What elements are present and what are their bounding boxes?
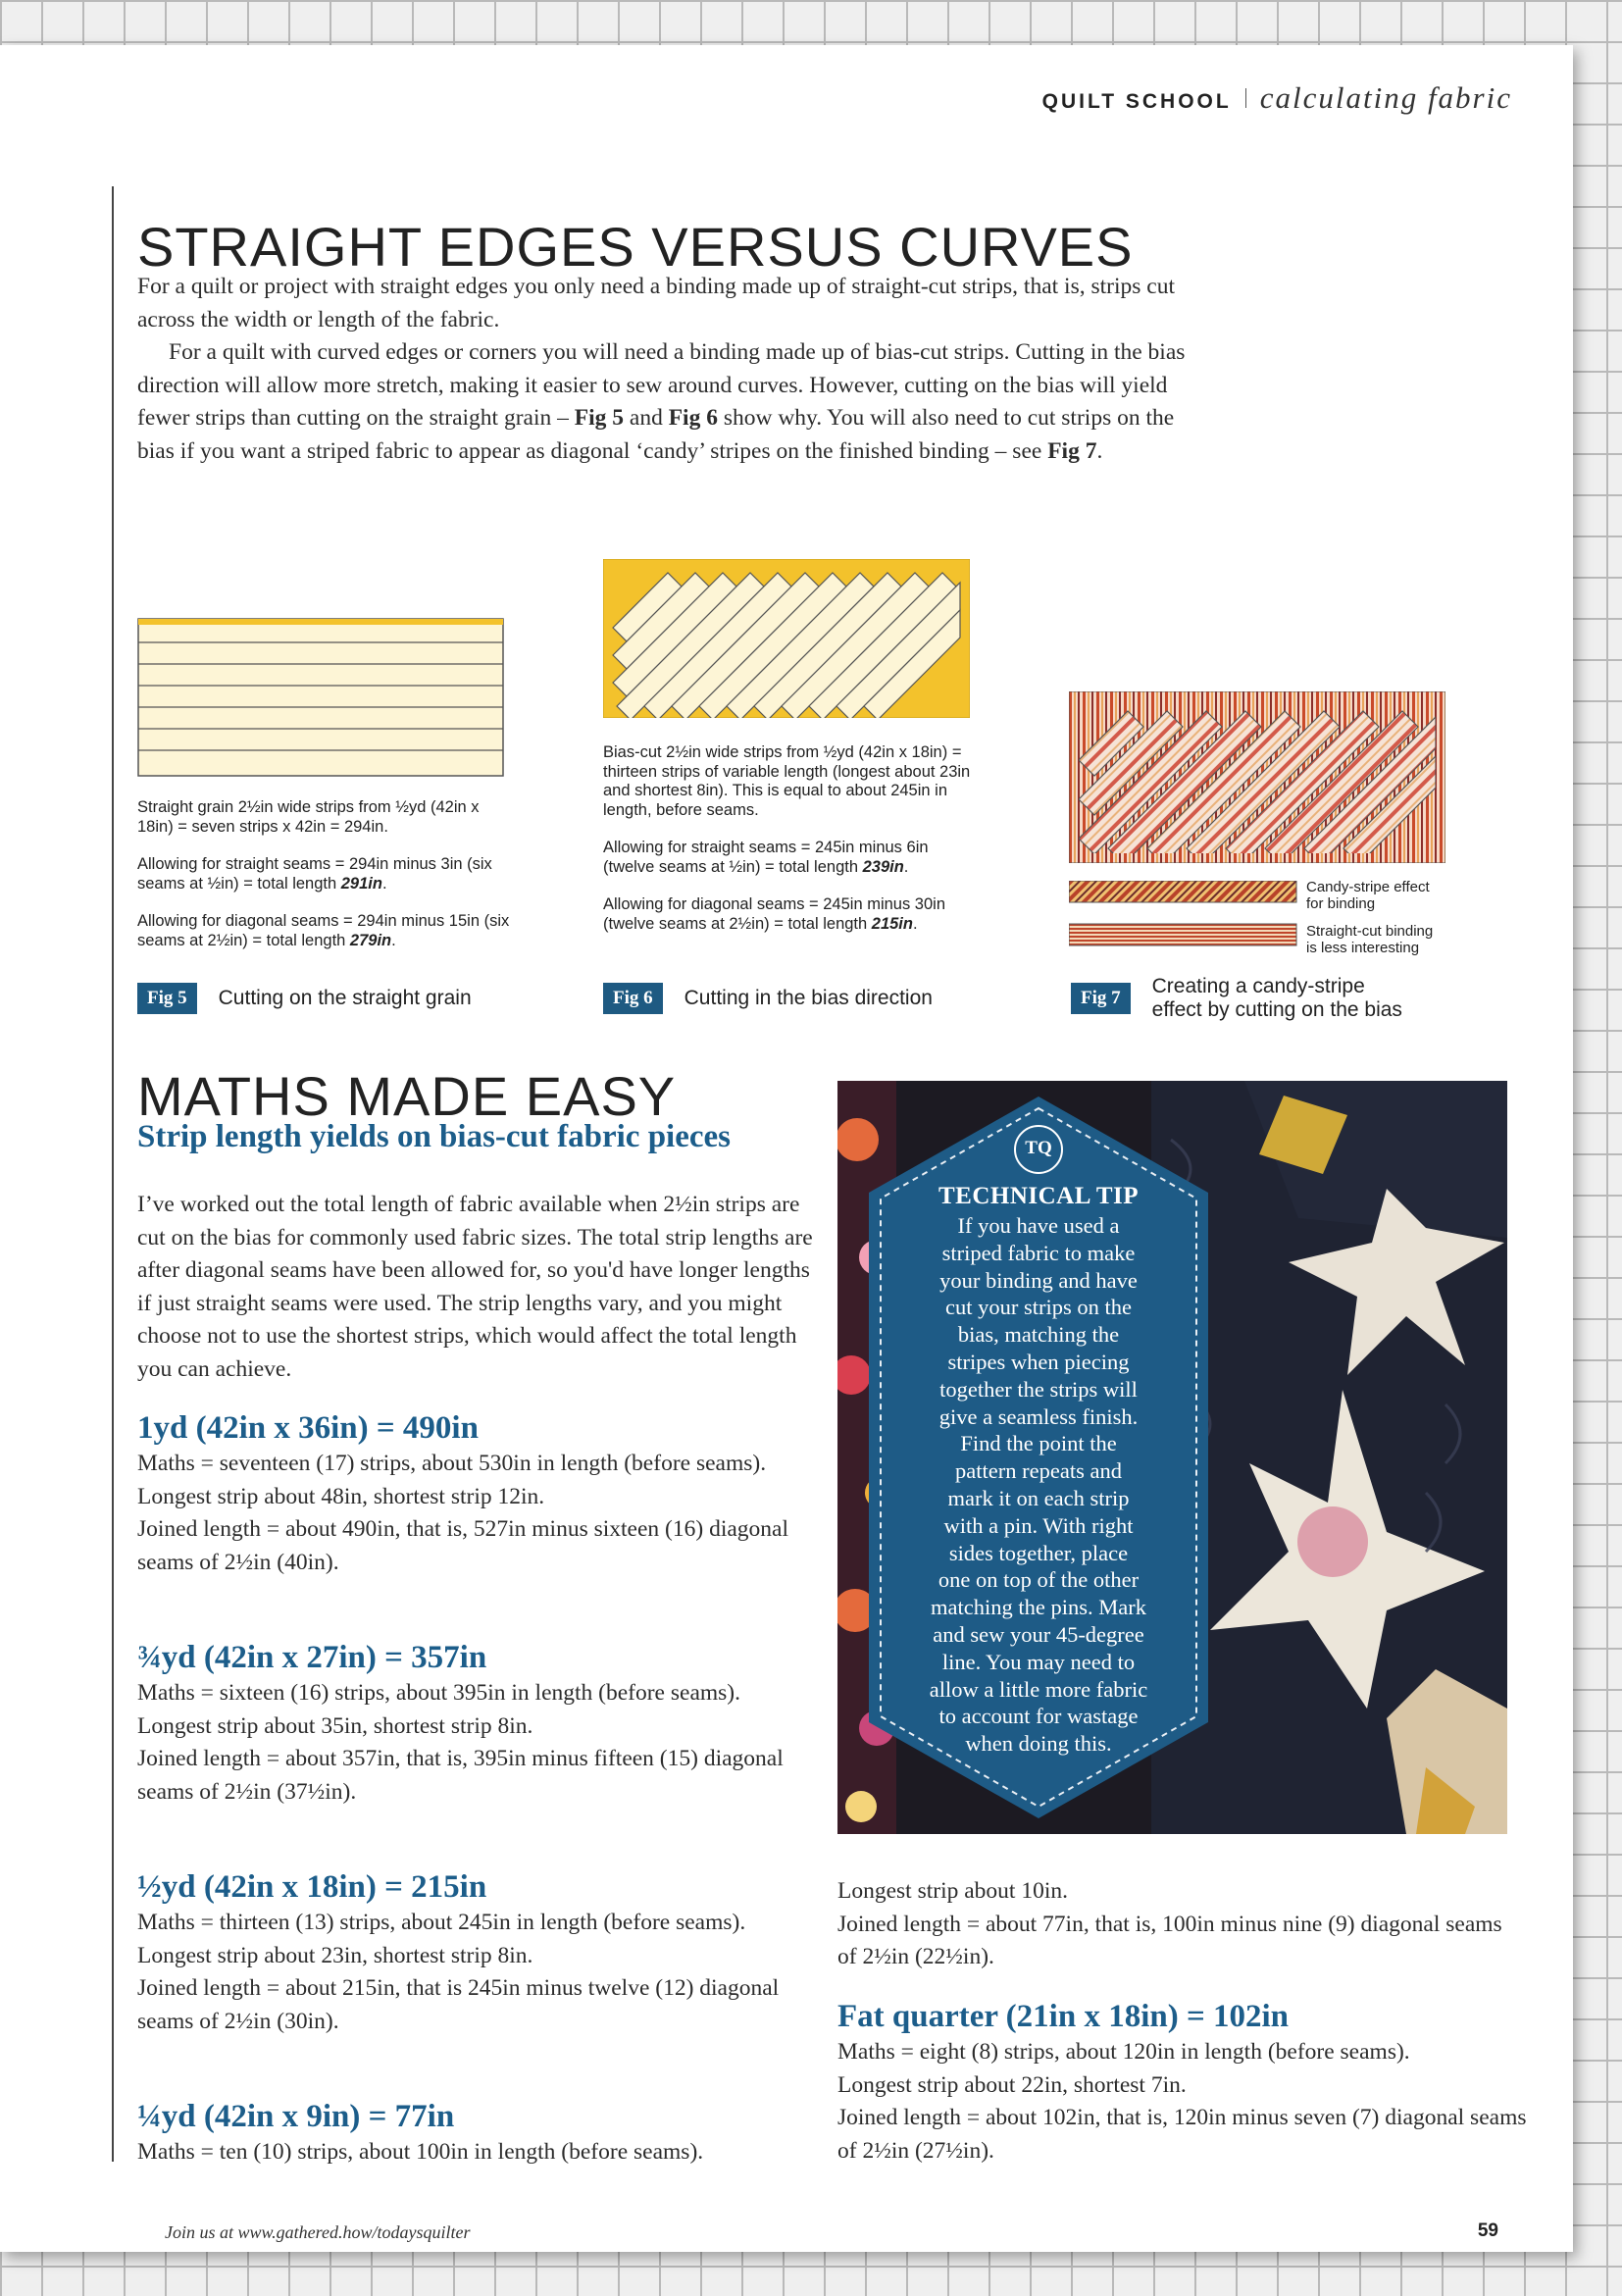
total-value: 215in [871, 914, 913, 933]
total-value: 291in [340, 874, 382, 893]
yield-line: Longest strip about 48in, shortest strip 12in. [137, 1483, 545, 1509]
header-divider [1245, 88, 1246, 108]
paragraph: For a quilt or project with straight edges you only need a binding made up of straight-cut strips, that is, strips cut across the width or length of the fabric. [137, 274, 1175, 332]
fig-title: Cutting in the bias direction [684, 987, 933, 1009]
running-header [1042, 80, 1512, 116]
yield-heading: ½yd (42in x 18in) = 215in [137, 1869, 487, 1905]
fig-ref: Fig 5 [574, 405, 625, 431]
fig5-straight-strips-illustration [137, 618, 504, 777]
tip-line: matching the pins. Mark [931, 1595, 1146, 1620]
fig5-label [137, 983, 472, 1014]
yield-1yd [137, 1408, 814, 1579]
margin-rule [112, 186, 114, 2162]
yield-line: Joined length = about 490in, that is, 527in minus sixteen (16) diagonal seams of 2½in (40in). [137, 1516, 788, 1575]
yield-heading: ¾yd (42in x 27in) = 357in [137, 1640, 487, 1675]
fig5-caption [137, 798, 515, 969]
text: Allowing for diagonal seams = 245in minus 30in (twelve seams at 2½in) = total length [603, 895, 945, 933]
yield-line: Maths = sixteen (16) strips, about 395in in length (before seams). [137, 1680, 740, 1706]
fig-title: Cutting on the straight grain [218, 987, 472, 1009]
section-title-straight-edges: STRAIGHT EDGES VERSUS CURVES [137, 216, 1134, 278]
caption-text [603, 895, 984, 934]
text: . [903, 857, 909, 876]
tip-title: TECHNICAL TIP [938, 1183, 1139, 1209]
yield-heading: 1yd (42in x 36in) = 490in [137, 1410, 479, 1446]
tip-line: to account for wastage [938, 1704, 1139, 1729]
section1-body [137, 271, 1216, 468]
yield-3-4yd [137, 1638, 814, 1809]
yield-line: Longest strip about 22in, shortest 7in. [837, 2071, 1187, 2098]
footer-website: Join us at www.gathered.how/todaysquilter [165, 2222, 471, 2242]
section2-subtitle: Strip length yields on bias-cut fabric pieces [137, 1119, 732, 1154]
yield-1-2yd [137, 1867, 814, 2038]
fig6-label [603, 983, 933, 1014]
fig-number: Fig 5 [137, 983, 197, 1014]
text: . [391, 931, 396, 949]
yield-line: Maths = ten (10) strips, about 100in in length (before seams). [137, 2139, 704, 2165]
fig-ref: Fig 6 [668, 405, 718, 431]
legend-text: for binding [1306, 895, 1376, 912]
text: . [912, 914, 918, 933]
header-section: QUILT SCHOOL [1041, 90, 1232, 113]
fig-title [1152, 975, 1402, 1022]
tip-line: one on top of the other [938, 1567, 1140, 1593]
yield-heading: Fat quarter (21in x 18in) = 102in [837, 1999, 1290, 2034]
fig7-striped-fabric-illustration [1069, 691, 1445, 863]
text: Allowing for straight seams = 245in minus 6in (twelve seams at ½in) = total length [603, 839, 929, 876]
tip-line: striped fabric to make [941, 1240, 1136, 1265]
tip-line: If you have used a [957, 1213, 1120, 1238]
tip-line: stripes when piecing [947, 1349, 1130, 1374]
yield-line: Longest strip about 10in. [837, 1878, 1068, 1904]
caption-text: Bias-cut 2½in wide strips from ½yd (42in x 18in) = thirteen strips of variable length (longest about 23in and shortest 8in). This is equal to about 245in in length, before seams. [603, 743, 971, 819]
section2-intro: I’ve worked out the total length of fabric available when 2½in strips are cut on the bias for commonly used fabric sizes. The total strip lengths are after diagonal seams have been allowed for, so you'd have longer lengths if just straight seams were used. The strip lengths vary, and you might choose not to use the shortest strips, which would affect the total length you can achieve. [137, 1192, 813, 1382]
tq-logo: TQ [1025, 1138, 1052, 1158]
legend-text: Candy-stripe effect [1306, 879, 1430, 895]
tip-line: line. You may need to [941, 1649, 1136, 1674]
caption-text [137, 855, 515, 893]
caption-text: Straight grain 2½in wide strips from ½yd (42in x 18in) = seven strips x 42in = 294in. [137, 798, 480, 836]
page-number: 59 [1477, 2220, 1498, 2241]
yield-line: Longest strip about 35in, shortest strip 8in. [137, 1712, 533, 1739]
fig7-label [1071, 975, 1402, 1022]
tip-line: cut your strips on the [945, 1295, 1132, 1320]
caption-text [603, 839, 984, 877]
tip-line: allow a little more fabric [929, 1676, 1148, 1702]
yield-line: Joined length = about 357in, that is, 395in minus fifteen (15) diagonal seams of 2½in (37½in). [137, 1746, 784, 1805]
fig-number: Fig 6 [603, 983, 663, 1014]
text: and [624, 405, 669, 431]
tip-line: pattern repeats and [955, 1458, 1122, 1484]
text: Allowing for diagonal seams = 294in minus 15in (six seams at 2½in) = total length [137, 912, 510, 949]
tip-line: when doing this. [965, 1731, 1112, 1757]
tip-line: bias, matching the [957, 1322, 1120, 1348]
tip-line: mark it on each strip [947, 1485, 1130, 1510]
total-value: 279in [349, 931, 392, 949]
fig6-bias-strips-illustration [603, 559, 970, 718]
text: Allowing for straight seams = 294in minus 3in (six seams at ½in) = total length [137, 855, 492, 893]
yield-line: Maths = seventeen (17) strips, about 530in in length (before seams). [137, 1451, 767, 1476]
tip-line: together the strips will [939, 1376, 1138, 1402]
tip-body [867, 1212, 1210, 1758]
text: show why. You will also need to cut strips on the bias if you want a striped fabric to appear as diagonal ‘candy’ stripes on the finished binding – see [137, 405, 1175, 464]
text: . [381, 874, 387, 893]
fig-ref: Fig 7 [1047, 437, 1097, 464]
text: For a quilt with curved edges or corners you will need a binding made up of bias-cut strips. Cutting in the bias direction will allow more stretch, making it easier to sew around curves. However, cutting on the bias will yield fewer strips than cutting on the straight grain – [137, 339, 1186, 431]
yield-line: Maths = eight (8) strips, about 120in in length (before seams). [837, 2039, 1410, 2065]
tip-line: with a pin. With right [943, 1512, 1134, 1538]
tip-line: sides together, place [948, 1540, 1129, 1565]
fig-number: Fig 7 [1071, 983, 1131, 1014]
header-subtitle: calculating fabric [1259, 80, 1512, 115]
paragraph [137, 336, 1216, 468]
yield-line: Joined length = about 102in, that is, 120in minus seven (7) diagonal seams of 2½in (27½in). [837, 2105, 1527, 2164]
yield-1-4yd-cont [837, 1875, 1524, 1974]
section-title-maths: MATHS MADE EASY [137, 1065, 677, 1127]
text: Creating a candy-stripe [1151, 975, 1365, 997]
yield-fat-quarter [837, 1997, 1544, 2168]
tip-line: give a seamless finish. [938, 1403, 1139, 1429]
fig7-legend-2 [1306, 923, 1433, 956]
yield-1-4yd-start [137, 2097, 824, 2169]
yield-line: Joined length = about 77in, that is, 100in minus nine (9) diagonal seams of 2½in (22½in). [837, 1911, 1502, 1969]
yield-line: Joined length = about 215in, that is 245in minus twelve (12) diagonal seams of 2½in (30in). [137, 1975, 780, 2034]
caption-text [137, 912, 515, 950]
text: . [1096, 437, 1103, 464]
fig6-caption [603, 743, 984, 952]
legend-text: is less interesting [1306, 940, 1420, 956]
yield-heading: ¼yd (42in x 9in) = 77in [137, 2099, 455, 2134]
total-value: 239in [862, 857, 904, 876]
tip-line: Find the point the [960, 1431, 1117, 1456]
fig7-legend-1 [1306, 879, 1430, 912]
text: effect by cutting on the bias [1151, 998, 1402, 1021]
fig7-binding-samples [1069, 881, 1298, 949]
tip-line: and sew your 45-degree [933, 1621, 1144, 1647]
yield-line: Maths = thirteen (13) strips, about 245in in length (before seams). [137, 1910, 746, 1935]
legend-text: Straight-cut binding [1306, 923, 1434, 940]
technical-tip-panel [837, 1081, 1507, 1834]
yield-line: Longest strip about 23in, shortest strip 8in. [137, 1942, 533, 1968]
tip-line: your binding and have [939, 1267, 1138, 1293]
